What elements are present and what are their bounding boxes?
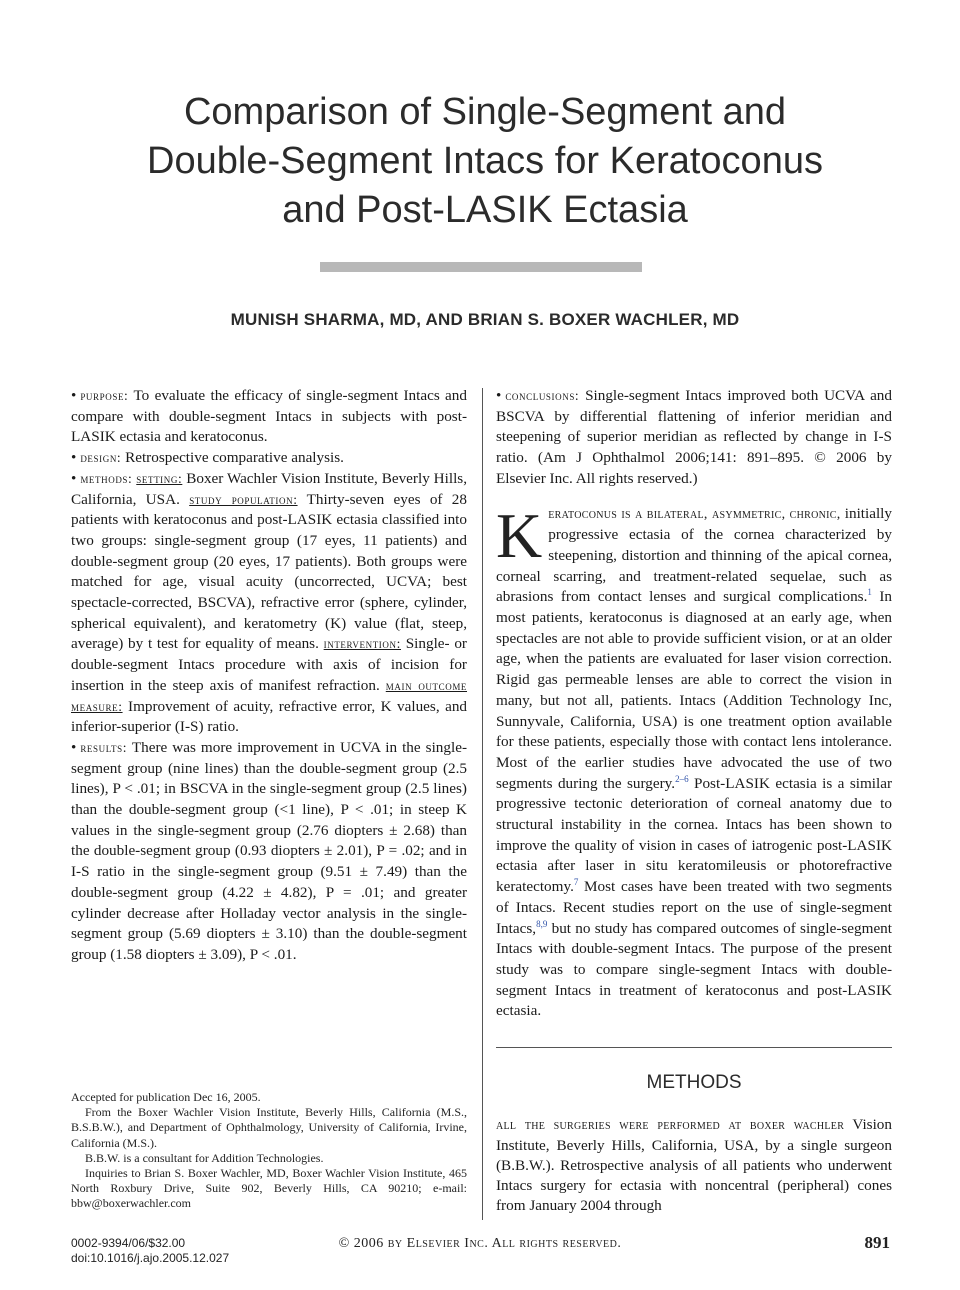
reference-link[interactable]: 7 [573, 877, 579, 888]
intro-text: In most patients, keratoconus is diagnosed at an early age, when spectacles are not able to provide sufficient vision, or at an older age, when the patients are evaluated for laser vision correction. Rigid gas permeable lenses are able to correct the vision in many, but not all, patients. Intacs (Addition Technology Inc, Sunnyvale, California, USA) is one treatment option available for these patients, especially those with contact lens intolerance. Most of the earlier studies have advocated the use of two segments during the surgery. [496, 588, 892, 792]
setting-text: Boxer Wachler Vision Institute, Beverly Hills, California, USA. [71, 469, 468, 508]
abstract-purpose: • purpose: To evaluate the efficacy of single-segment Intacs and compare with double-segment Intacs in subjects with post-LASIK ectasia and keratoconus. [71, 387, 467, 446]
title-rule [320, 262, 642, 272]
intervention-label: intervention: [323, 636, 401, 652]
footnotes [71, 1090, 467, 1212]
reference-link[interactable]: 8,9 [536, 918, 548, 929]
methods-label: methods: [80, 470, 133, 486]
abstract-results: • results: There was more improvement in UCVA in the single-segment group (nine lines) than the double-segment group (2.5 lines), P < .01; in BSCVA in the single-segment group (2.5 lines) than the double-segment group (<1 line), P < .01; in steep K values in the single-segment group (2.76 diopters ± 2.68) than the double-segment group (0.93 diopters ± 2.01), P = .02; and in I-S ratio in the single-segment group (9.51 ± 7.49) than the double-segment group (4.22 ± 4.82), P = .01; and greater cylinder decrease after Holladay vector analysis in the single-segment group (5.69 diopters ± 3.10) than the double-segment group (1.58 diopters ± 3.09), P < .01. [71, 738, 468, 963]
column-divider [482, 388, 483, 1220]
abstract-methods: • methods: setting: Boxer Wachler Vision Institute, Beverly Hills, California, USA. study population: Thirty-seven eyes of 28 patients with keratoconus and post-LASIK ectasia classified into two groups: single-segment group (17 eyes, 11 patients) and double-segment group (20 eyes, 17 patients). Both groups were matched for age, visual acuity (uncorrected, UCVA; best spectacle-corrected, BSCVA), refractive error (sphere, cylinder, spherical equivalent), and keratometry (K) value (flat, steep, average) by t test for equality of means. intervention: Single- or double-segment Intacs procedure with axis of incision for insertion in the steep axis of manifest refraction. main outcome measure: Improvement of acuity, refractive error, K values, and inferior-superior (I-S) ratio. [71, 469, 468, 736]
title-line: and Post-LASIK Ectasia [282, 189, 688, 231]
conclusions-label: conclusions: [505, 388, 580, 403]
author-line: MUNISH SHARMA, MD, AND BRIAN S. BOXER WACHLER, MD [230, 310, 740, 329]
issn: 0002-9394/06/$32.00 [71, 1236, 186, 1250]
intro-lead: eratoconus is a bilateral, asymmetric, chronic, [548, 506, 841, 522]
abstract-left [71, 386, 467, 966]
footer-identifiers [71, 1236, 229, 1266]
abstract-design: • design: Retrospective comparative analysis. [71, 449, 344, 467]
reference-link[interactable]: 2–6 [675, 773, 689, 784]
population-label: study population: [189, 491, 298, 507]
intro-text: Post-LASIK ectasia is a similar progressive tectonic deterioration of corneal anatomy due to structural instability in the cornea. Intacs has been shown to improve the quality of vision in cases of iatrogenic post-LASIK ectasia after laser in situ keratomileusis or photorefractive keratectomy. [496, 774, 892, 896]
intervention-text: Single- or double-segment Intacs procedure with axis of incision for insertion in the steep axis of manifest refraction. [71, 635, 467, 694]
methods-text: Vision Institute, Beverly Hills, California, USA, by a single surgeon (B.B.W.). Retrospective analysis of all patients who underwent Intacs surgery for ectasia with noncentral (peripheral) cones from January 2004 through [496, 1116, 892, 1214]
methods-body [496, 1115, 892, 1216]
purpose-label: purpose: [80, 388, 129, 403]
outcome-text: Improvement of acuity, refractive error, K values, and inferior-superior (I-S) ratio. [71, 697, 468, 736]
reference-link[interactable]: 1 [867, 587, 872, 598]
setting-label: setting: [136, 470, 183, 486]
methods-lead: all the surgeries were performed at boxer wachler [496, 1118, 845, 1133]
purpose-text: To evaluate the efficacy of single-segment Intacs and compare with double-segment Intacs in subjects with post-LASIK ectasia and keratoconus. [71, 387, 467, 446]
outcome-label: main outcome measure: [71, 677, 468, 714]
doi: doi:10.1016/j.ajo.2005.12.027 [71, 1251, 230, 1265]
population-text: Thirty-seven eyes of 28 patients with keratoconus and post-LASIK ectasia classified into two groups: single-segment group (17 eyes, 11 patients) and double-segment group (20 eyes, 17 patients). Both groups were matched for age, visual acuity (uncorrected, UCVA; best spectacle-corrected, BSCVA), refractive error (sphere, cylinder, spherical equivalent), and keratometry (K) value (flat, steep, average) by t test for equality of means. [71, 490, 467, 653]
results-text: There was more improvement in UCVA in the single-segment group (nine lines) than the double-segment group (2.5 lines), P < .01; in BSCVA in the single-segment group (2.5 lines) than the double-segment group (<1 line), P < .01; in steep K values in the single-segment group (2.76 diopters ± 2.68) than the double-segment group (0.93 diopters ± 2.01), P = .02; and in I-S ratio in the single-segment group (9.51 ± 7.49) than the double-segment group (4.22 ± 4.82), P = .01; and greater cylinder decrease after Holladay vector analysis in the single-segment group (5.69 diopters ± 3.10) than the double-segment group (1.58 diopters ± 3.09), P < .01. [71, 738, 468, 963]
intro-text: Most cases have been treated with two segments of Intacs. Recent studies report on the use of single-segment Intacs, [496, 878, 892, 937]
footnote-correspondence: Inquiries to Brian S. Boxer Wachler, MD, Boxer Wachler Vision Institute, 465 North Roxbury Drive, Suite 902, Beverly Hills, CA 90210; e-mail: bbw@boxerwachler.com [71, 1166, 467, 1211]
methods-heading: METHODS [646, 1072, 742, 1093]
right-column [496, 386, 892, 1022]
page-number: 891 [864, 1233, 890, 1252]
design-text: Retrospective comparative analysis. [125, 449, 344, 467]
intro-text: initially progressive ectasia of the cornea characterized by steepening, distortion and thinning of the apical cornea, corneal scarring, and treatment-related sequelae, such as abrasions from contact lenses and surgical complications. [496, 504, 892, 606]
footnote-disclosure: B.B.W. is a consultant for Addition Technologies. [85, 1150, 324, 1165]
title-line: Double-Segment Intacs for Keratoconus [147, 140, 823, 182]
intro-text: but no study has compared outcomes of single-segment Intacs with double-segment Intacs. The purpose of the present study was to compare single-segment Intacs with double-segment Intacs in treatment of keratoconus and post-LASIK ectasia. [496, 919, 892, 1020]
design-label: design: [80, 450, 122, 466]
footer-copyright: © 2006 by Elsevier Inc. All rights reserved. [338, 1236, 622, 1251]
article-title [60, 88, 910, 235]
section-rule [496, 1047, 892, 1048]
introduction [496, 499, 892, 1023]
title-line: Comparison of Single-Segment and [183, 91, 786, 133]
footnote-affiliation: From the Boxer Wachler Vision Institute, Beverly Hills, California (M.S., B.S.B.W.), and Department of Ophthalmology, University of California, Irvine, California (M.S.). [71, 1105, 467, 1150]
abstract-conclusions: • conclusions: Single-segment Intacs improved both UCVA and BSCVA by differential flattening of inferior meridian and steepening of superior meridian as reflected by change in I-S ratio. (Am J Ophthalmol 2006;141: 891–895. © 2006 by Elsevier Inc. All rights reserved.) [496, 387, 892, 487]
drop-cap: K [496, 499, 543, 571]
results-label: results: [80, 739, 128, 755]
conclusions-text: Single-segment Intacs improved both UCVA and BSCVA by differential flattening of inferior meridian and steepening of superior meridian as reflected by change in I-S ratio. (Am J Ophthalmol 2006;141: 891–895. © 2006 by Elsevier Inc. All rights reserved.) [496, 387, 892, 487]
footnote-accepted: Accepted for publication Dec 16, 2005. [71, 1090, 261, 1104]
